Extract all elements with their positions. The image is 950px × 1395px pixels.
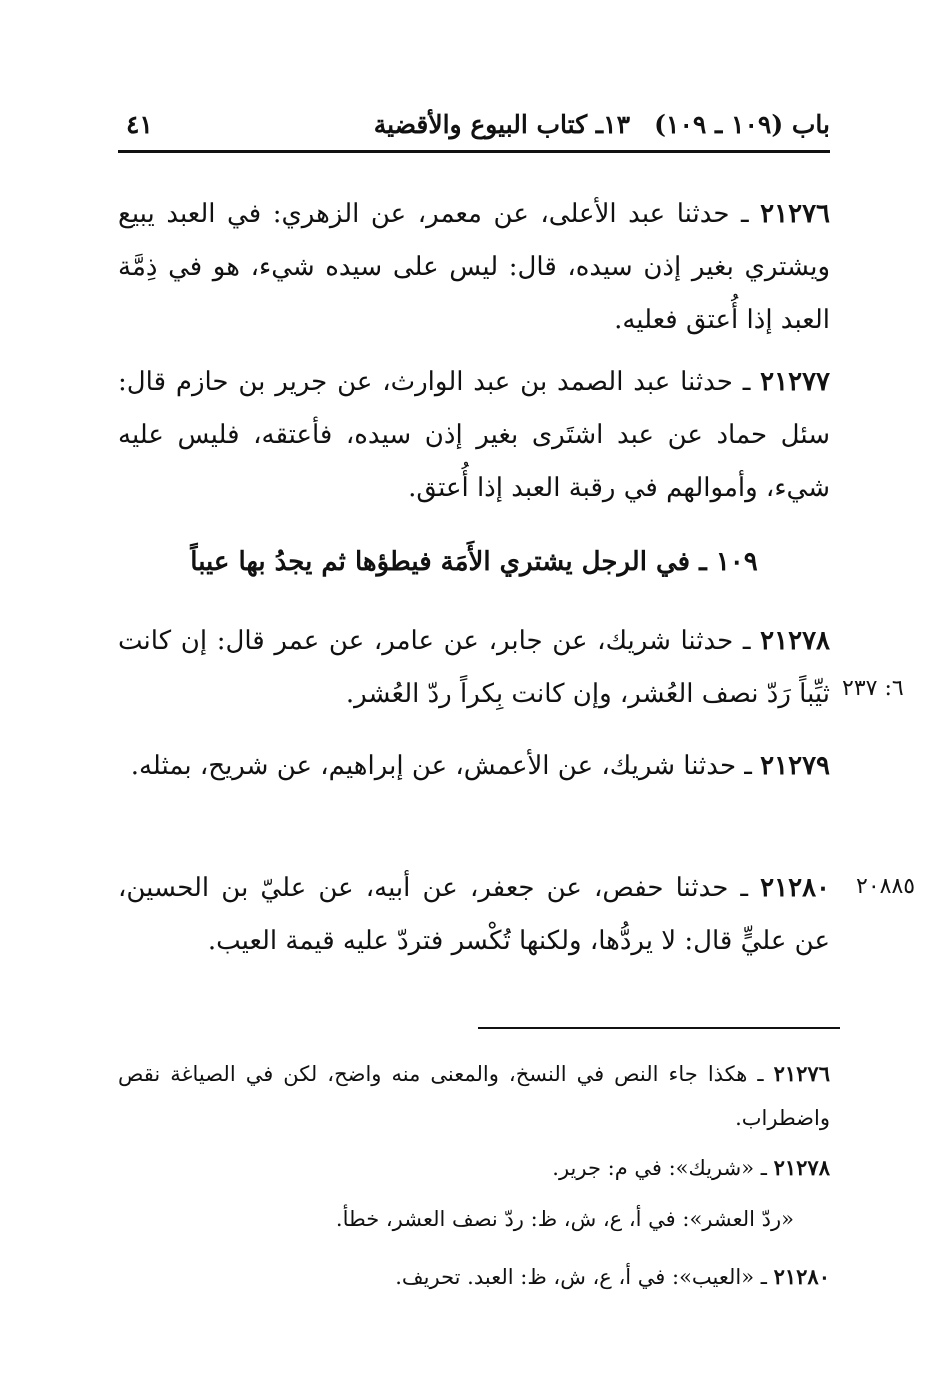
- footnote-number: ٢١٢٧٦: [773, 1061, 830, 1086]
- footnote-rule: [478, 1027, 840, 1029]
- footnote: [118, 1197, 830, 1241]
- footnote-text: ـ هكذا جاء النص في النسخ، والمعنى منه واضح، لكن في الصياغة نقص واضطراب.: [118, 1062, 830, 1130]
- hadith-number: ٢١٢٨٠: [760, 873, 830, 903]
- header-chapter: باب (١٠٩ ـ ١٠٩): [654, 110, 830, 139]
- footnote-text: «ردّ العشر»: في أ، ع، ش، ظ: ردّ نصف العشر، خطأ.: [335, 1207, 794, 1231]
- page-number: ٤١: [126, 110, 153, 139]
- footnote-text: ـ «العيب»: في أ، ع، ش، ظ: العبد. تحريف.: [395, 1265, 774, 1289]
- running-header: [118, 110, 830, 152]
- hadith-21280: [118, 862, 830, 968]
- hadith-21276: [118, 188, 830, 347]
- header-rule: [118, 150, 830, 153]
- footnote: [118, 1255, 830, 1299]
- hadith-21279: [118, 740, 830, 793]
- hadith-21278: [118, 615, 830, 721]
- footnote-number: ٢١٢٨٠: [773, 1264, 830, 1289]
- hadith-text: ـ حدثنا حفص، عن جعفر، عن أبيه، عن عليّ بن الحسين، عن عليٍّ قال: لا يردُّها، ولكنها تُكْسر فتردّ عليه قيمة العيب.: [118, 873, 830, 956]
- hadith-text: ـ حدثنا عبد الأعلى، عن معمر، عن الزهري: في العبد يبيع ويشتري بغير إذن سيده، قال: ليس على سيده شيء، هو في ذِمَّة العبد إذا أُعتق فعليه.: [118, 199, 830, 335]
- margin-reference: ٦: ٢٣٧: [842, 676, 904, 701]
- hadith-21277: [118, 356, 830, 515]
- margin-reference: ٢٠٨٨٥: [856, 874, 916, 899]
- footnote: [118, 1146, 830, 1190]
- hadith-number: ٢١٢٧٧: [760, 367, 830, 397]
- hadith-number: ٢١٢٧٦: [760, 199, 830, 229]
- hadith-text: ـ حدثنا شريك، عن جابر، عن عامر، عن عمر قال: إن كانت ثيِّباً رَدّ نصف العُشر، وإن كانت بِكراً ردّ العُشر.: [118, 626, 830, 709]
- footnote: [118, 1052, 830, 1140]
- hadith-text: ـ حدثنا شريك، عن الأعمش، عن إبراهيم، عن شريح، بمثله.: [130, 751, 761, 781]
- hadith-number: ٢١٢٧٩: [760, 751, 830, 781]
- hadith-number: ٢١٢٧٨: [760, 626, 830, 656]
- footnote-number: ٢١٢٧٨: [773, 1155, 830, 1180]
- footnote-text: ـ «شريك»: في م: جرير.: [552, 1156, 774, 1180]
- hadith-text: ـ حدثنا عبد الصمد بن عبد الوارث، عن جرير بن حازم قال: سئل حماد عن عبد اشتَرى بغير إذن سيده، فأعتقه، فليس عليه شيء، وأموالهم في رقبة العبد إذا أُعتق.: [118, 367, 830, 503]
- header-book-title: ١٣ـ كتاب البيوع والأقضية: [373, 110, 630, 139]
- section-heading: ١٠٩ ـ في الرجل يشتري الأَمَة فيطؤها ثم يجدُ بها عيباً: [190, 547, 758, 577]
